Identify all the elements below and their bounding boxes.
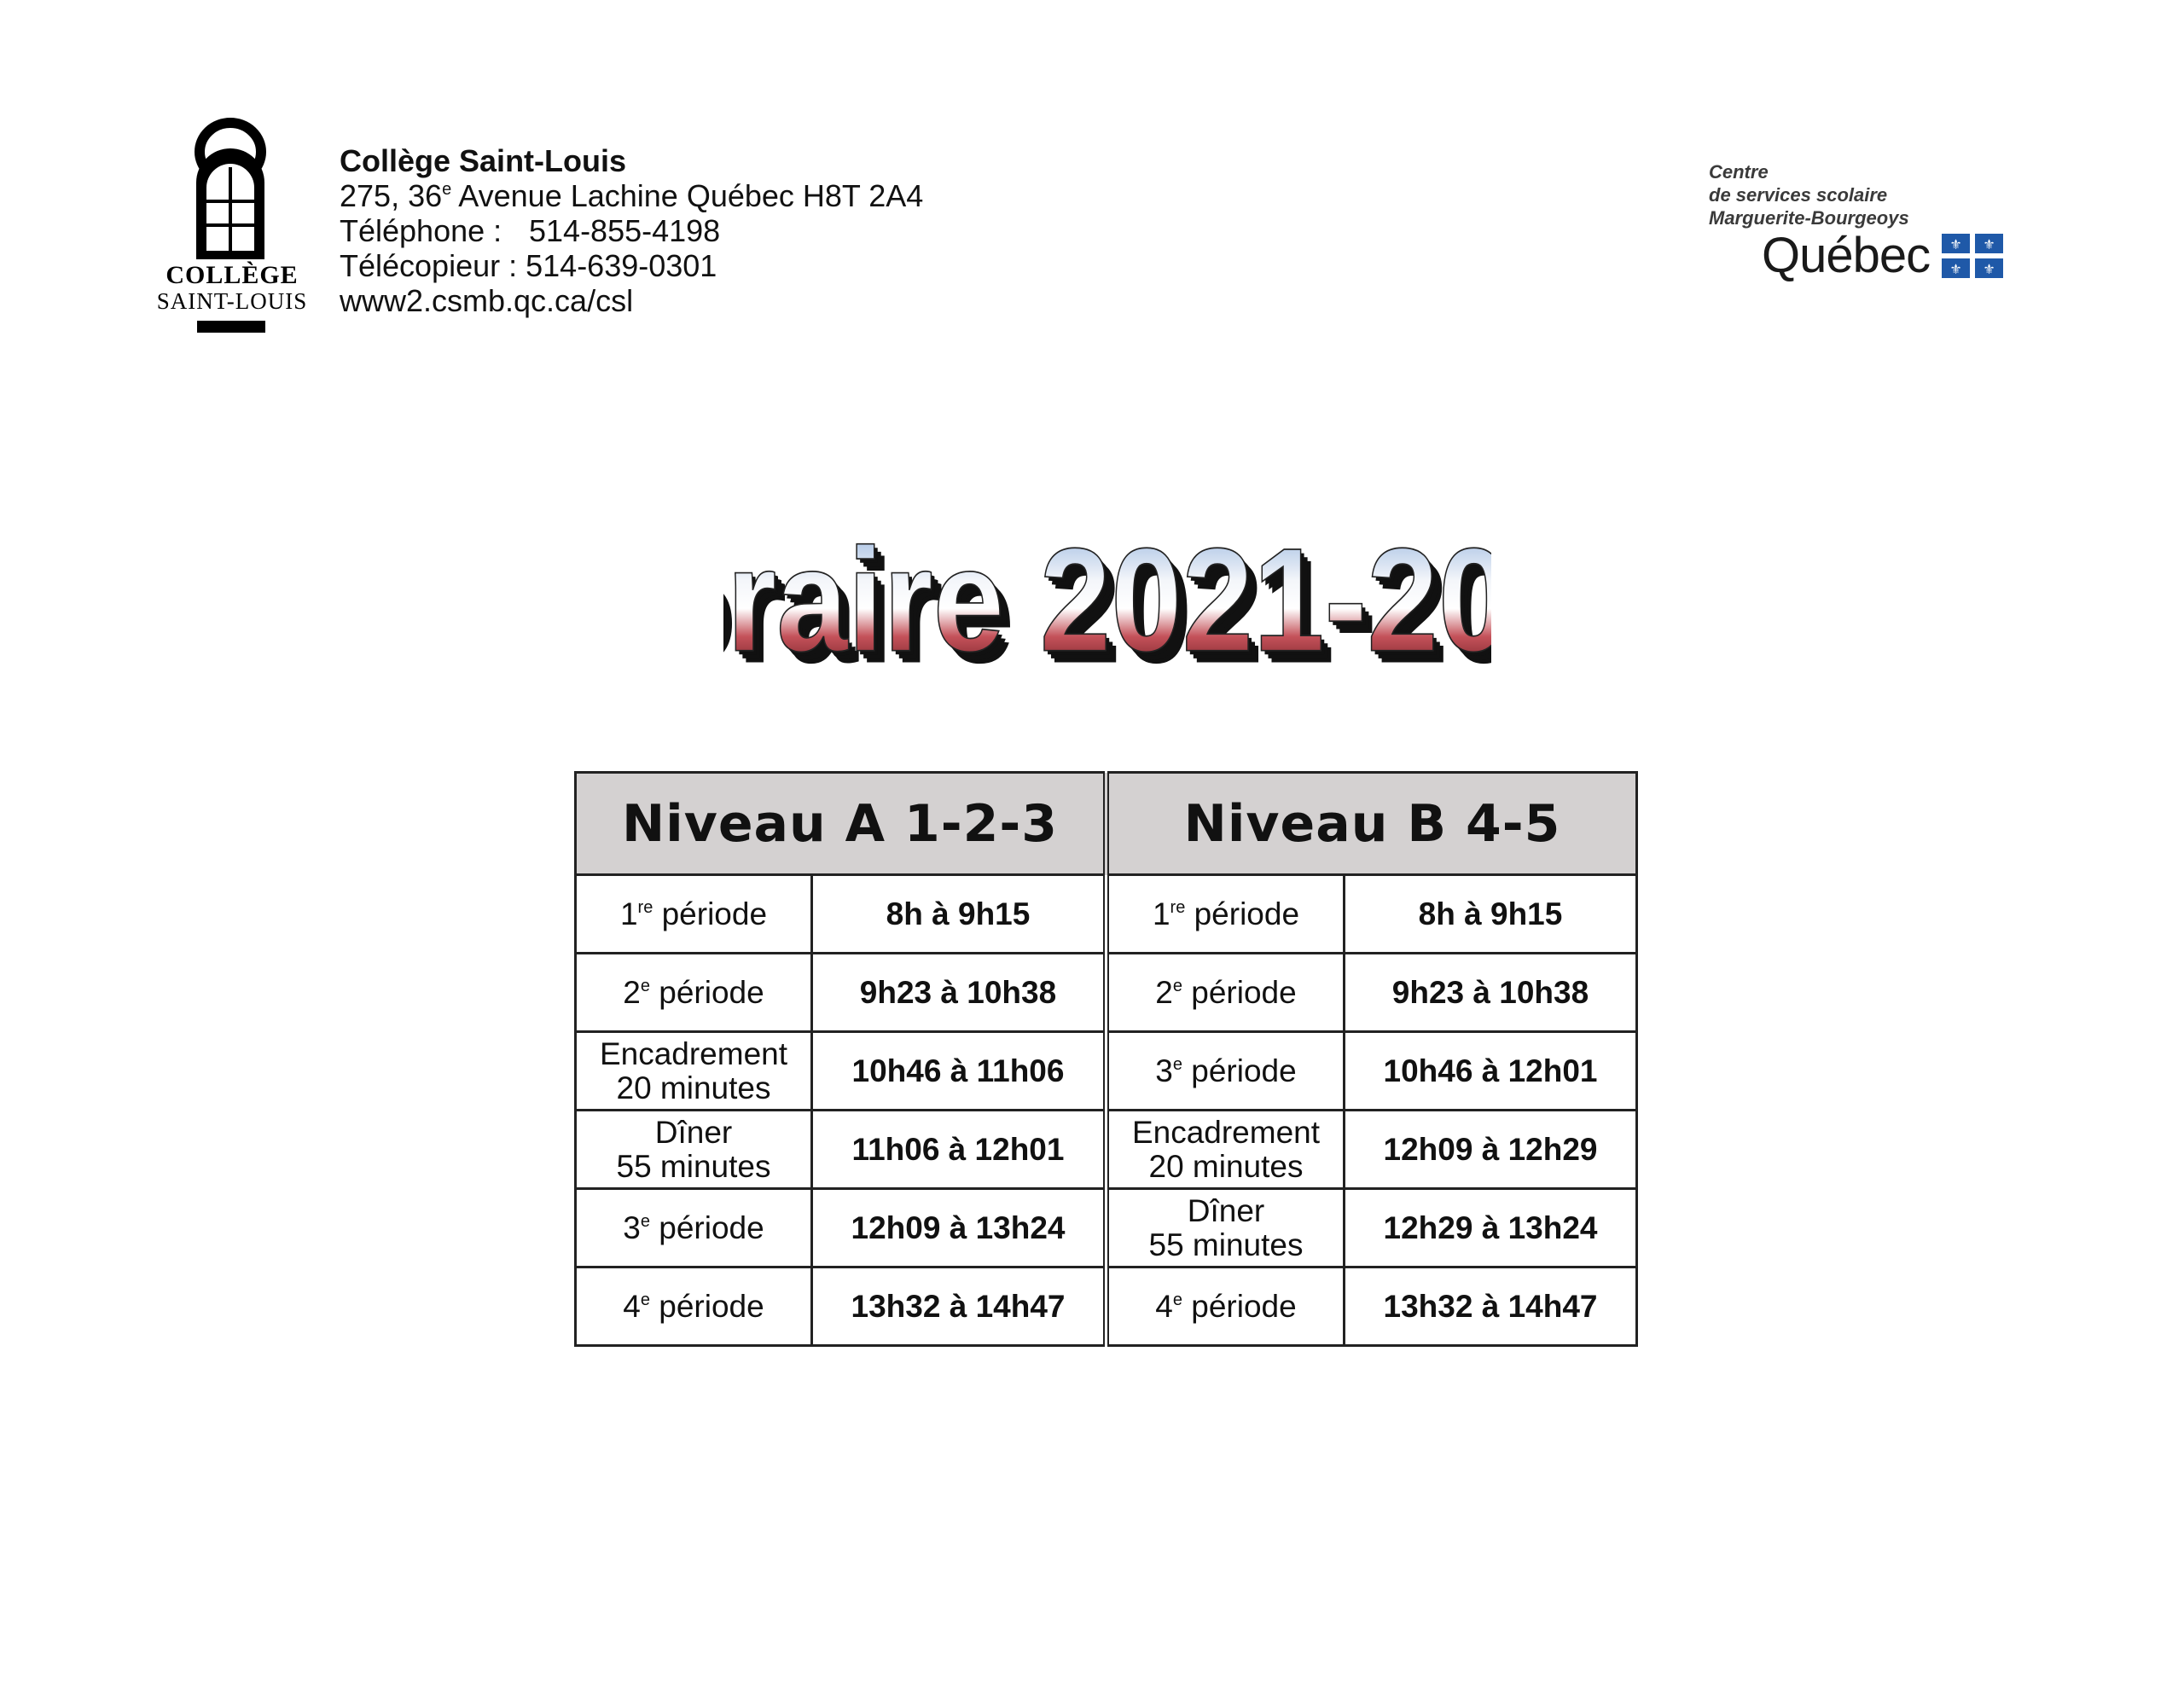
- partner-line-2: de services scolaire: [1709, 184, 1888, 206]
- college-saint-louis-logo: [155, 116, 309, 336]
- school-website[interactable]: www2.csmb.qc.ca/csl: [340, 283, 634, 318]
- title-shadow-2: raire 2021-2: [733, 526, 1445, 686]
- table-row: [576, 1111, 1637, 1189]
- schedule-table: [574, 771, 1638, 1347]
- phone-number: 514-855-4198: [529, 213, 721, 248]
- table-row: [576, 1267, 1637, 1346]
- niveau-b-period-label: Encadrement 20 minutes: [1107, 1111, 1345, 1189]
- niveau-a-period-label: 1re période: [576, 875, 812, 954]
- phone-label: Téléphone :: [340, 213, 502, 248]
- niveau-b-time: 12h09 à 12h29: [1345, 1111, 1637, 1189]
- niveau-b-period-label: 1re période: [1107, 875, 1345, 954]
- niveau-b-time: 12h29 à 13h24: [1345, 1189, 1637, 1267]
- quebec-wordmark: [1762, 227, 2003, 284]
- schedule-body: [576, 875, 1637, 1346]
- niveau-a-period-label: 4e période: [576, 1267, 812, 1346]
- niveau-a-period-label: 3e période: [576, 1189, 812, 1267]
- niveau-b-time: 9h23 à 10h38: [1345, 954, 1637, 1032]
- title-shadow: raire 2021-2: [736, 530, 1449, 686]
- address-street: Avenue Lachine Québec H8T 2A4: [451, 178, 924, 213]
- niveau-b-time: 13h32 à 14h47: [1345, 1267, 1637, 1346]
- niveau-a-period-label: Dîner 55 minutes: [576, 1111, 812, 1189]
- svg-text:⚜: ⚜: [1949, 235, 1962, 252]
- quebec-flag-icon: [1942, 234, 2003, 278]
- school-address-block: [340, 143, 923, 318]
- school-fax: [340, 248, 923, 283]
- quebec-word: Québec: [1762, 228, 1931, 283]
- school-address: [340, 178, 923, 213]
- table-header-row: [576, 773, 1637, 875]
- niveau-a-time: 13h32 à 14h47: [812, 1267, 1107, 1346]
- schedule-title: [723, 515, 1491, 686]
- niveau-b-time: 10h46 à 12h01: [1345, 1032, 1637, 1111]
- svg-text:⚜: ⚜: [1983, 235, 1995, 252]
- svg-text:⚜: ⚜: [1983, 260, 1995, 277]
- table-row: [576, 954, 1637, 1032]
- niveau-a-time: 9h23 à 10h38: [812, 954, 1107, 1032]
- address-number: 275, 36: [340, 178, 443, 213]
- header-niveau-b: Niveau B 4-5: [1107, 773, 1637, 875]
- niveau-b-period-label: 2e période: [1107, 954, 1345, 1032]
- title-text: raire 2021-2: [726, 518, 1438, 683]
- table-row: [576, 875, 1637, 954]
- table-row: [576, 1032, 1637, 1111]
- title-shadow-3: raire 2021-2: [729, 522, 1442, 686]
- niveau-a-time: 8h à 9h15: [812, 875, 1107, 954]
- niveau-a-period-label: 2e période: [576, 954, 812, 1032]
- niveau-a-time: 12h09 à 13h24: [812, 1189, 1107, 1267]
- niveau-a-time: 10h46 à 11h06: [812, 1032, 1107, 1111]
- fax-number: 514-639-0301: [526, 248, 717, 283]
- fax-label: Télécopieur :: [340, 248, 518, 283]
- niveau-a-period-label: Encadrement 20 minutes: [576, 1032, 812, 1111]
- school-phone: [340, 213, 923, 248]
- niveau-b-period-label: 3e période: [1107, 1032, 1345, 1111]
- niveau-a-time: 11h06 à 12h01: [812, 1111, 1107, 1189]
- niveau-b-time: 8h à 9h15: [1345, 875, 1637, 954]
- header-niveau-a: Niveau A 1-2-3: [576, 773, 1107, 875]
- partner-line-3: Marguerite-Bourgeoys: [1709, 207, 1909, 229]
- svg-text:⚜: ⚜: [1949, 260, 1962, 277]
- table-row: [576, 1189, 1637, 1267]
- niveau-b-period-label: 4e période: [1107, 1267, 1345, 1346]
- address-superscript: e: [442, 180, 452, 199]
- partner-line-1: Centre: [1709, 161, 1769, 183]
- logo-text-college: COLLÈGE: [166, 261, 299, 289]
- css-marguerite-bourgeoys-logo: [1709, 160, 1995, 288]
- niveau-b-period-label: Dîner 55 minutes: [1107, 1189, 1345, 1267]
- logo-text-saint-louis: SAINT-LOUIS: [156, 288, 308, 314]
- school-name: Collège Saint-Louis: [340, 143, 627, 178]
